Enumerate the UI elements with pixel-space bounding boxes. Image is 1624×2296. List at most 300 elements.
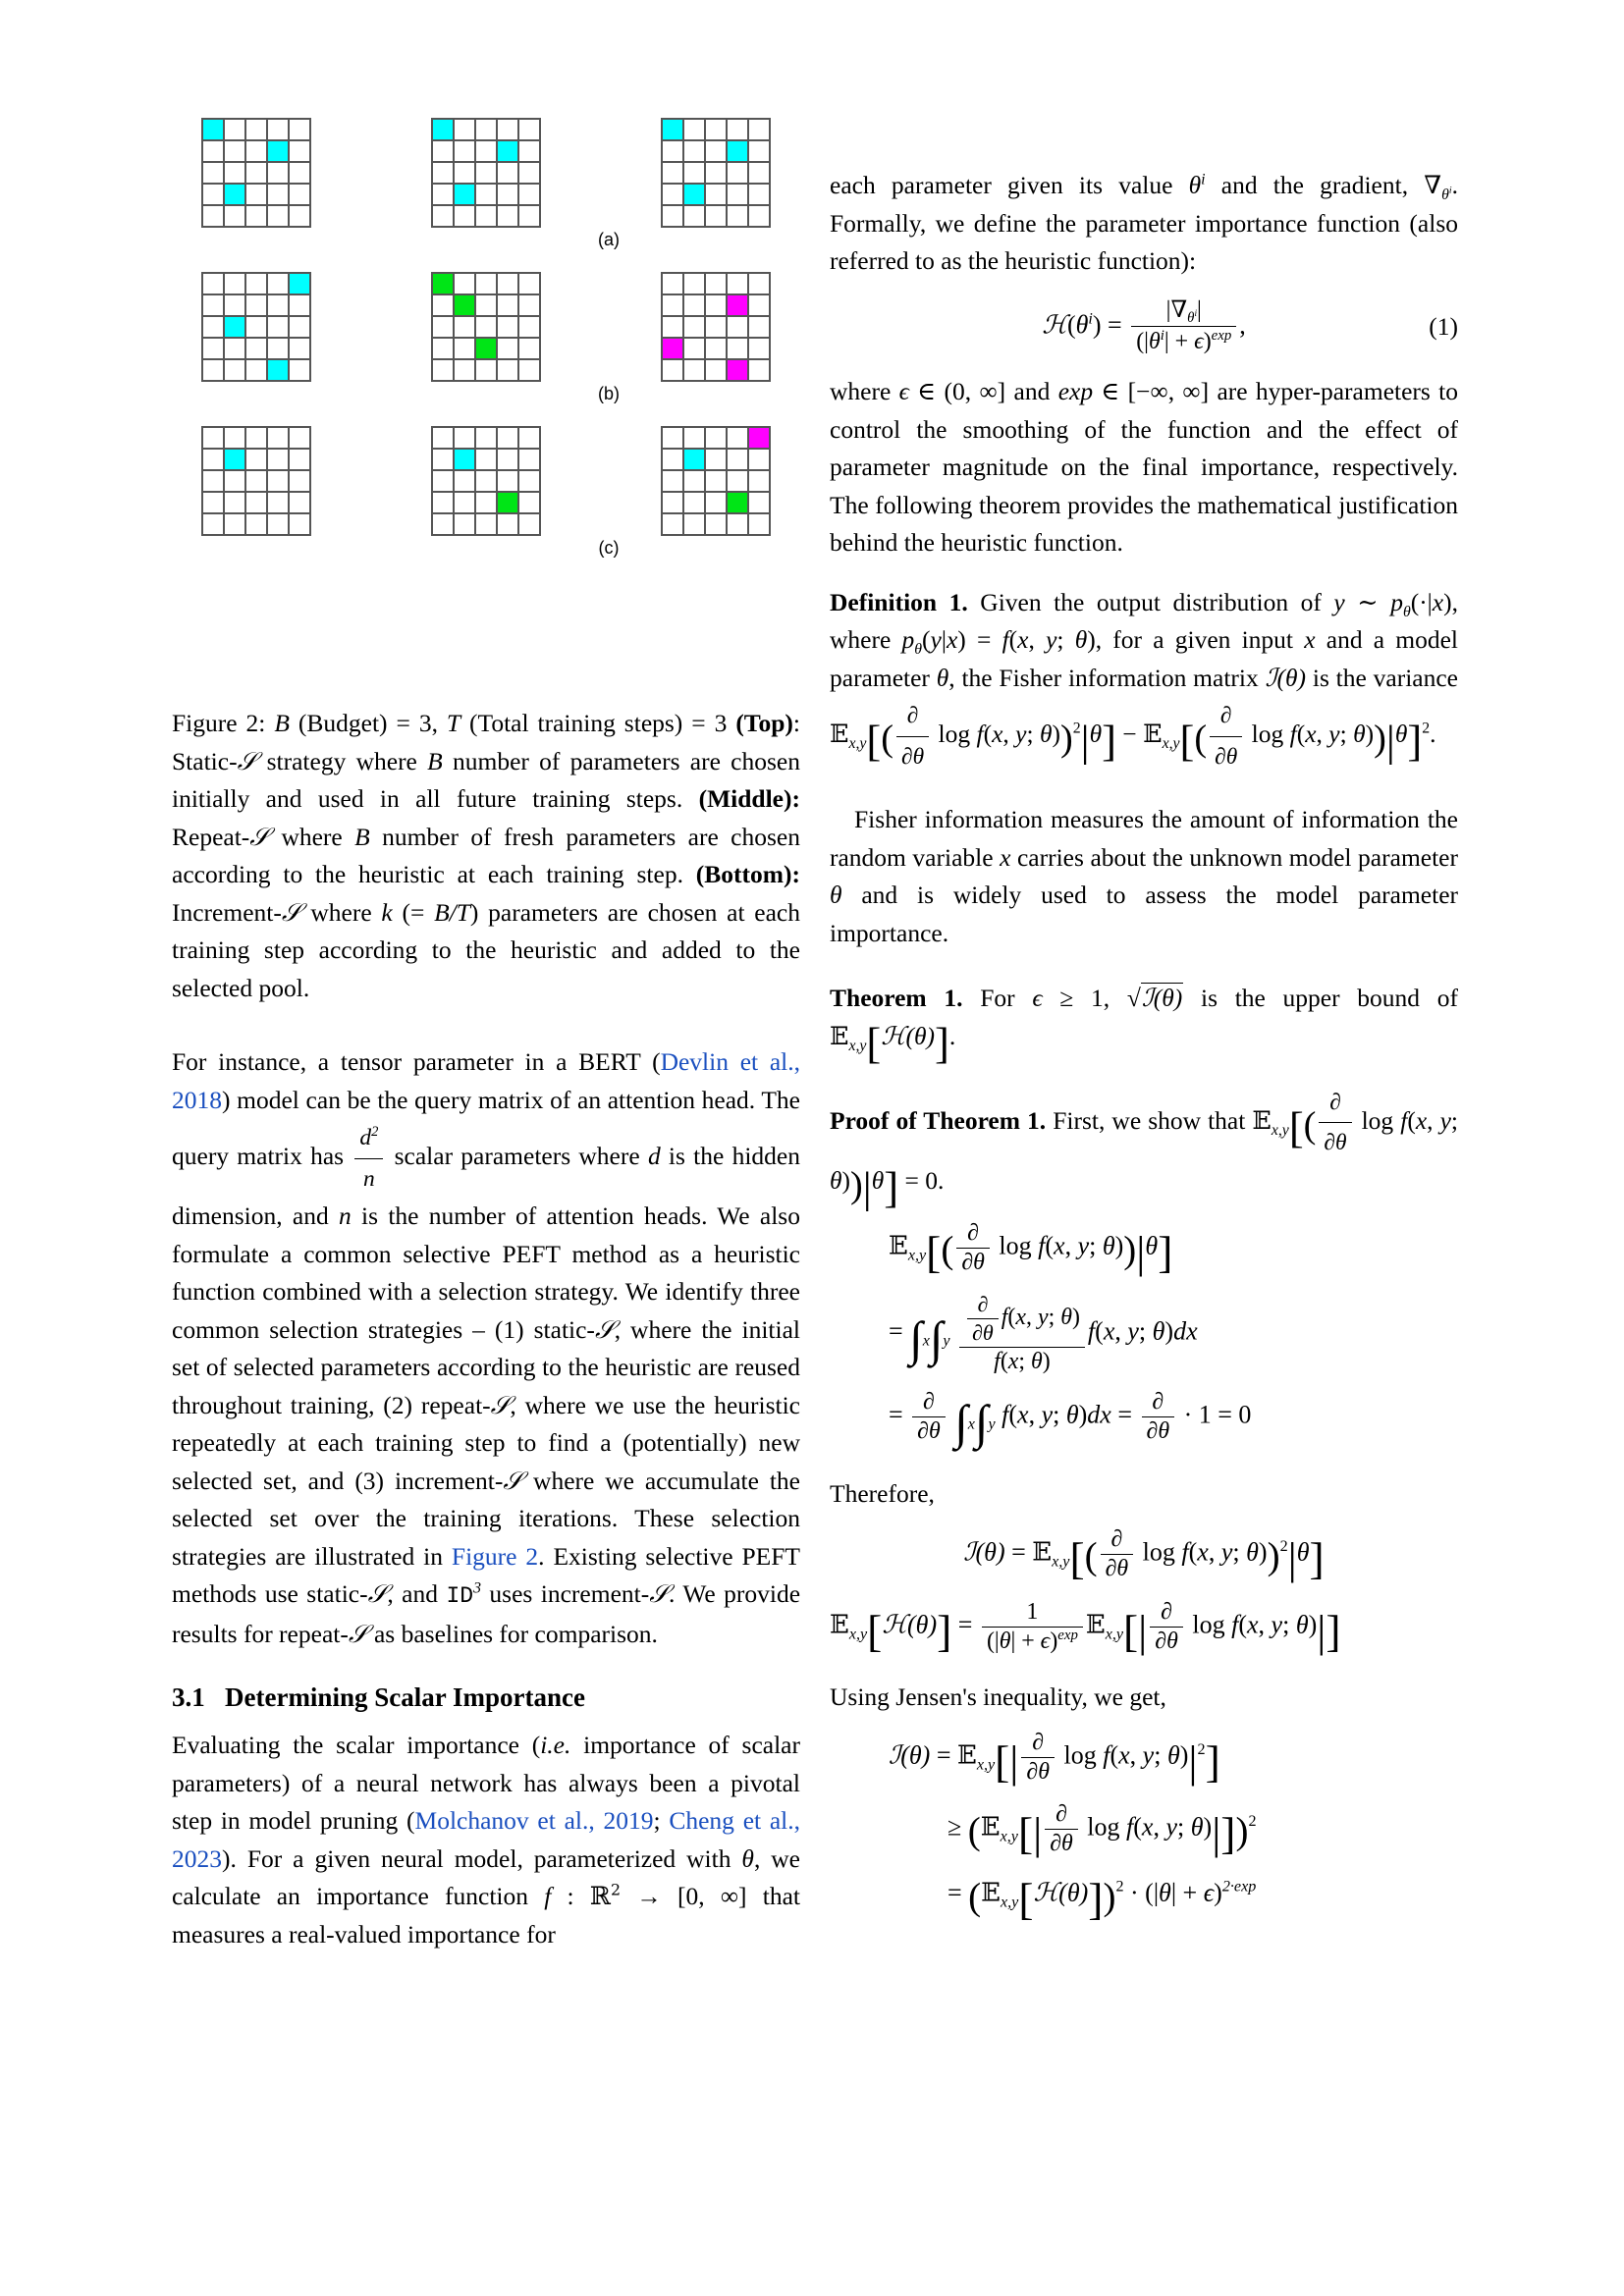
grid-cell [728,493,749,514]
grid-cell [290,120,311,141]
grid-cell [203,206,225,228]
grid-cell [455,141,476,163]
grid-cell [268,428,290,450]
grid-cell [706,274,728,295]
grid-cell [203,471,225,493]
grid-cell [225,141,246,163]
grid-cell [225,514,246,536]
grid-cell [476,163,498,185]
grid-cell [246,141,268,163]
text-run: that measures a real-valued importance for [172,1882,801,1949]
grid-cell [519,120,541,141]
math-exp: exp [1057,377,1094,406]
text-run: is the number of attention heads. We also formulate a common selective PEFT method as a heuristic function combined with a selection strategy. We identify three common selection strategies – (1) static- [172,1201,800,1344]
math-epsilon: ϵ [1032,984,1043,1013]
grid-cell [203,493,225,514]
caption-text-4: strategy where [256,746,428,775]
math-I-theta: ℐ(θ) [1265,663,1307,692]
math-x: x [1000,842,1011,872]
grid-cell [519,295,541,317]
grid-cell [203,450,225,471]
grid-cell [749,206,771,228]
grid-cell [268,339,290,360]
equation-1: $ℋ(\theta^i)$ = $\frac{|\nabla_{\theta^i}|}{(|\theta^i| + \epsilon)^{exp}}$ , (1) [830,296,1458,358]
grid-cell [519,450,541,471]
grid-cell [225,120,246,141]
math-R2: ℝ$^2$ [589,1880,622,1911]
grid-c-2 [431,426,541,536]
text-run: ; [653,1806,670,1835]
grid-cell [246,163,268,185]
math-S: 𝒮 [249,822,270,851]
grid-cell [498,339,519,360]
text-run: each parameter given its value [830,171,1189,199]
grid-cell [749,339,771,360]
grid-cell [268,493,290,514]
grid-cell [225,450,246,471]
grid-cell [476,185,498,206]
text-run: . We provide results for repeat- [172,1579,801,1648]
jensen-derivation-line-2: ≥ (𝔼$_{x,y}$[| $\frac{\partial}{\partial\theta}$ log f(x, y; θ)|])$^2$ [947,1801,1257,1859]
grid-cell [203,339,225,360]
grid-cell [203,360,225,382]
grid-cell [455,274,476,295]
grid-cell [433,274,455,295]
grid-cell [203,163,225,185]
math-f: f [544,1882,552,1910]
text-run: and the gradient, [1205,171,1425,199]
grid-cell [728,141,749,163]
grid-cell [433,339,455,360]
figure-2-grids [172,118,800,559]
grid-cell [433,295,455,317]
grid-cell [290,206,311,228]
grid-cell [663,428,684,450]
grid-cell [455,163,476,185]
text-run: and [1005,377,1058,406]
grid-cell [749,274,771,295]
grid-cell [519,274,541,295]
fisher-information-equation: ℐ(θ) = 𝔼$_{x,y}$[( $\frac{\partial}{\partial\theta}$ log f(x, y; θ))$^2$|θ] [963,1526,1325,1584]
grid-cell [290,317,311,339]
grid-b-3 [661,272,771,382]
grid-cell [498,360,519,382]
grid-c-1 [201,426,311,536]
grid-cell [203,514,225,536]
grid-cell [728,339,749,360]
grid-cell [246,120,268,141]
proof-derivation-line-1: 𝔼$_{x,y}$[( $\frac{\partial}{\partial\theta}$ log f(x, y; θ))|θ] [889,1219,1173,1277]
caption-text-2: (Total training steps) = 3 [460,709,736,737]
grid-cell [203,317,225,339]
text-run: . Existing selective PEFT methods use static- [172,1541,800,1608]
proof-label: Proof of Theorem 1. [830,1105,1047,1135]
paragraph-for-instance [172,1043,800,1653]
math-nabla-theta-i: $\nabla_{\theta^i}$ [1424,171,1452,204]
grid-cell [268,274,290,295]
grid-b-2 [431,272,541,382]
grid-cell [290,163,311,185]
text-run: Evaluating the scalar importance ( [172,1731,541,1759]
grid-cell [476,450,498,471]
text-run: First, we show that [1046,1105,1253,1135]
grid-cell [476,206,498,228]
math-k: k [381,897,393,927]
grid-cell [455,206,476,228]
grid-cell [476,141,498,163]
grid-cell [203,185,225,206]
caption-text-9: Increment- [172,897,282,927]
caption-text-8: number of fresh parameters are chosen according to the heuristic at each training step. [172,822,800,888]
grid-cell [203,141,225,163]
text-run: , where we use the heuristic repeatedly at each training step to find a (potentially) new selected set, and (3) increment- [172,1390,800,1495]
text-run: carries about the unknown model parameter [1010,842,1458,872]
grid-cell [203,428,225,450]
grid-cell [728,450,749,471]
grid-cell [225,493,246,514]
math-theta: θ [741,1843,754,1873]
figure-sublabel-b: (b) [598,384,620,403]
math-S: 𝒮 [649,1579,669,1608]
grid-cell [433,141,455,163]
right-column [830,167,1458,1939]
grid-cell [203,295,225,317]
grid-cell [246,360,268,382]
math-p-theta-y-x: $p_\theta$ [901,625,923,659]
citation-link-cheng[interactable]: Cheng et al., 2023 [172,1806,801,1873]
grid-cell [498,185,519,206]
text-run: , the Fisher information matrix [948,663,1266,692]
figure-row-b [201,272,771,382]
grid-cell [663,317,684,339]
text-run: ). For a given neural model, parameterized with [222,1843,742,1873]
grid-cell [684,493,706,514]
text-run: importance of scalar parameters) of a neural network has always been a pivotal step in model pruning ( [172,1731,800,1835]
left-column [172,1043,800,1953]
latin-abbrev-ie: i.e. [540,1731,571,1759]
grid-cell [498,295,519,317]
grid-cell [290,185,311,206]
grid-cell [749,514,771,536]
grid-cell [684,206,706,228]
grid-cell [684,360,706,382]
math-S: 𝒮 [503,1466,523,1495]
grid-cell [476,493,498,514]
grid-cell [498,450,519,471]
grid-cell [684,471,706,493]
text-run: uses increment- [480,1579,650,1608]
grid-cell [455,493,476,514]
grid-cell [433,514,455,536]
math-B: B [274,709,290,737]
grid-cell [728,163,749,185]
grid-cell [290,339,311,360]
grid-cell [246,450,268,471]
definition-second-moment-expression: 𝔼$_{x,y}$[( $\frac{\partial}{\partial\theta}$ log f(x, y; θ))|θ]$^2$ [1143,720,1430,748]
grid-cell [246,514,268,536]
grid-a-2 [431,118,541,228]
grid-cell [749,163,771,185]
grid-cell [663,493,684,514]
grid-cell [225,185,246,206]
text-run: scalar parameters where [386,1141,648,1170]
grid-cell [246,185,268,206]
grid-cell [684,339,706,360]
figure-row-a [201,118,771,228]
grid-cell [498,141,519,163]
figure-reference-link[interactable]: Figure 2 [451,1541,539,1571]
text-run: is the hidden dimension, and [172,1141,800,1230]
grid-cell [749,120,771,141]
grid-cell [498,493,519,514]
grid-cell [290,514,311,536]
grid-cell [268,450,290,471]
text-run: and a model parameter [830,625,1459,692]
grid-cell [268,360,290,382]
grid-cell [268,185,290,206]
proof-derivation-line-2: = $\int_x\int_y$ $\frac{\partial}{\partial\theta}$ f(x, y; θ) f(x; θ) f(x, y; θ)dx [889,1291,1198,1374]
grid-cell [268,163,290,185]
grid-cell [749,317,771,339]
grid-cell [290,274,311,295]
caption-top-label: (Top) [735,709,793,737]
grid-cell [519,185,541,206]
grid-cell [290,471,311,493]
text-run: Fisher information measures the amount of information the random variable [830,805,1458,872]
grid-cell [684,120,706,141]
text-run: Given the output distribution of [967,587,1334,616]
grid-cell [225,317,246,339]
grid-b-1 [201,272,311,382]
caption-bottom-label: (Bottom): [695,860,800,888]
proof-derivation-line-3: = $\frac{\partial}{\partial\theta}$ $\int_x\int_y$ f(x, y; θ)dx = $\frac{\partial}{\partial\theta}$ · 1 = 0 [889,1388,1252,1449]
grid-cell [706,493,728,514]
grid-cell [706,428,728,450]
math-p-theta: $p_\theta$ [1390,587,1411,620]
text-run: For instance, a tensor parameter in a BERT ( [172,1047,661,1076]
grid-cell [268,295,290,317]
grid-cell [684,274,706,295]
math-S: 𝒮 [281,897,301,927]
grid-cell [476,471,498,493]
grid-cell [268,120,290,141]
grid-cell [246,206,268,228]
math-y: y [1333,587,1345,616]
math-S: 𝒮 [348,1619,368,1648]
grid-cell [519,471,541,493]
math-E-H-theta: 𝔼$_{x,y}$[ℋ(θ)] [830,1018,949,1068]
caption-text-6: Repeat- [172,822,250,851]
grid-cell [684,185,706,206]
caption-middle-label: (Middle): [698,784,800,813]
text-run: is the variance [1306,663,1458,692]
expected-heuristic-equation: 𝔼$_{x,y}$[ℋ(θ)] = $\frac{1}{(|\theta| + \epsilon)^{exp}}$ 𝔼$_{x,y}$[| $\frac{\partial}{\partial\theta}$ log f(x, y; θ)|] [830,1598,1341,1656]
text-run: , we calculate an importance function [172,1843,800,1910]
grid-cell [663,295,684,317]
grid-cell [498,471,519,493]
text-run: , and [387,1579,447,1608]
math-B-over-T: B/T [434,897,470,927]
grid-cell [455,185,476,206]
paragraph-each-parameter [830,167,1458,281]
grid-cell [225,428,246,450]
grid-cell [225,206,246,228]
citation-link-devlin[interactable]: Devlin et al., 2018 [172,1047,800,1114]
caption-text-7: where [269,822,355,851]
math-theta: θ [830,881,842,910]
grid-cell [433,163,455,185]
grid-cell [433,185,455,206]
grid-cell [706,471,728,493]
grid-cell [684,141,706,163]
grid-cell [225,471,246,493]
grid-cell [706,141,728,163]
figure-caption: Figure 2: B (Budget) = 3, T (Total training steps) = 3 (Top): Static-𝒮 strategy where B number of parameters are chosen initially and used in all future training steps. (Middle): Repeat-𝒮 where B number of fresh parameters are chosen according to the heuristic at each training step. (Bottom): Increment-𝒮 where k (= B/T) parameters are chosen at each training step according to the heuristic and added to the selected pool. [172,709,801,1002]
grid-cell [519,141,541,163]
grid-cell [706,185,728,206]
grid-cell [684,163,706,185]
grid-cell [476,274,498,295]
grid-cell [268,206,290,228]
definition-variance-expression: 𝔼$_{x,y}$[( $\frac{\partial}{\partial\theta}$ log f(x, y; θ))$^2$|θ] [830,720,1116,748]
grid-cell [455,295,476,317]
figure-sublabel-a: (a) [598,230,620,249]
text-run: where [830,377,899,406]
grid-cell [476,317,498,339]
grid-cell [498,274,519,295]
grid-cell [749,141,771,163]
method-name-id3: ID [446,1583,474,1609]
grid-cell [519,163,541,185]
section-number: 3.1 [172,1682,205,1712]
paragraph-where-epsilon: where ϵ ∈ (0, ∞] and exp ∈ [−∞, ∞] are hyper-parameters to control the smoothing of the function and the effect of parameter magnitude on the final importance, respectively. The following theorem provides the mathematical justification behind the heuristic function. [830,377,1459,558]
grid-cell [290,360,311,382]
grid-cell [268,514,290,536]
figure-sublabel-c: (c) [598,538,620,558]
grid-cell [268,471,290,493]
grid-cell [225,163,246,185]
jensen-derivation-line-1: ℐ(θ) = 𝔼$_{x,y}$[| $\frac{\partial}{\partial\theta}$ log f(x, y; $\theta)|^2$] [889,1730,1220,1788]
equation-1-number: (1) [1429,311,1458,341]
text-run: , where [830,587,1458,655]
grid-cell [246,317,268,339]
grid-cell [728,206,749,228]
grid-cell [225,339,246,360]
math-B: B [427,746,443,775]
caption-text-5: number of parameters are chosen initially and used in all future training steps. [172,746,800,813]
grid-cell [455,120,476,141]
math-proof-claim: 𝔼$_{x,y}$[( $\frac{\partial}{\partial\theta}$ log f(x, y; θ))|θ] = 0 [830,1106,1458,1195]
grid-cell [203,274,225,295]
grid-cell [728,185,749,206]
jensen-inequality-line: Using Jensen's inequality, we get, [830,1682,1166,1711]
grid-cell [684,295,706,317]
text-run: where we accumulate the selected set over the training iterations. These selection strategies are illustrated in [172,1466,800,1571]
grid-cell [684,428,706,450]
jensen-derivation-line-3: = (𝔼$_{x,y}$[ℋ(θ)])$^2$ · $(|\theta| + \epsilon)^{2\cdot exp}$ [947,1874,1257,1925]
math-sqrt-I-theta: √ℐ(θ) [1126,984,1183,1013]
grid-cell [246,339,268,360]
grid-cell [455,339,476,360]
grid-cell [706,360,728,382]
grid-cell [728,514,749,536]
grid-cell [476,360,498,382]
grid-cell [246,428,268,450]
math-T: T [446,709,461,737]
grid-cell [290,141,311,163]
math-d: d [647,1141,661,1170]
grid-cell [433,120,455,141]
grid-cell [498,428,519,450]
grid-cell [749,428,771,450]
grid-cell [498,206,519,228]
caption-text-10: where [300,897,382,927]
grid-cell [268,317,290,339]
math-B: B [354,822,370,851]
math-S: 𝒮 [490,1390,511,1419]
grid-c-3 [661,426,771,536]
grid-cell [455,317,476,339]
grid-cell [498,317,519,339]
grid-cell [519,339,541,360]
method-name-superscript: 3 [473,1579,481,1597]
citation-link-molchanov[interactable]: Molchanov et al., 2019 [414,1806,654,1835]
section-title: Determining Scalar Importance [225,1682,585,1712]
grid-cell [728,120,749,141]
grid-cell [749,295,771,317]
caption-text-3: : Static- [172,709,800,775]
grid-cell [290,450,311,471]
grid-cell [706,339,728,360]
math-d2-over-n: $\frac{d^2}{n}$ [354,1119,383,1198]
grid-cell [498,514,519,536]
grid-cell [433,450,455,471]
therefore-line: Therefore, [830,1478,935,1508]
grid-cell [203,120,225,141]
math-n: n [339,1201,352,1230]
text-run: . Formally, we define the parameter importance function (also referred to as the heuristic function): [830,171,1458,275]
grid-cell [728,471,749,493]
grid-cell [728,428,749,450]
grid-cell [663,360,684,382]
grid-cell [706,206,728,228]
text-run: is the upper bound of [1183,984,1458,1013]
grid-cell [749,493,771,514]
grid-cell [663,274,684,295]
grid-cell [455,360,476,382]
grid-cell [749,471,771,493]
text-run: , for a given input [1095,625,1305,655]
grid-cell [663,141,684,163]
caption-text-11: parameters are chosen at each training step according to the heuristic and added to the selected pool. [172,897,801,1002]
grid-cell [519,514,541,536]
math-S: 𝒮 [237,746,257,775]
grid-cell [498,120,519,141]
grid-cell [706,317,728,339]
grid-cell [519,206,541,228]
grid-cell [290,428,311,450]
grid-cell [706,295,728,317]
grid-cell [706,514,728,536]
text-run: , [1103,984,1127,1013]
grid-cell [519,360,541,382]
grid-cell [728,360,749,382]
grid-a-3 [661,118,771,228]
grid-cell [663,514,684,536]
grid-cell [663,120,684,141]
grid-cell [433,493,455,514]
math-S: 𝒮 [594,1314,615,1344]
